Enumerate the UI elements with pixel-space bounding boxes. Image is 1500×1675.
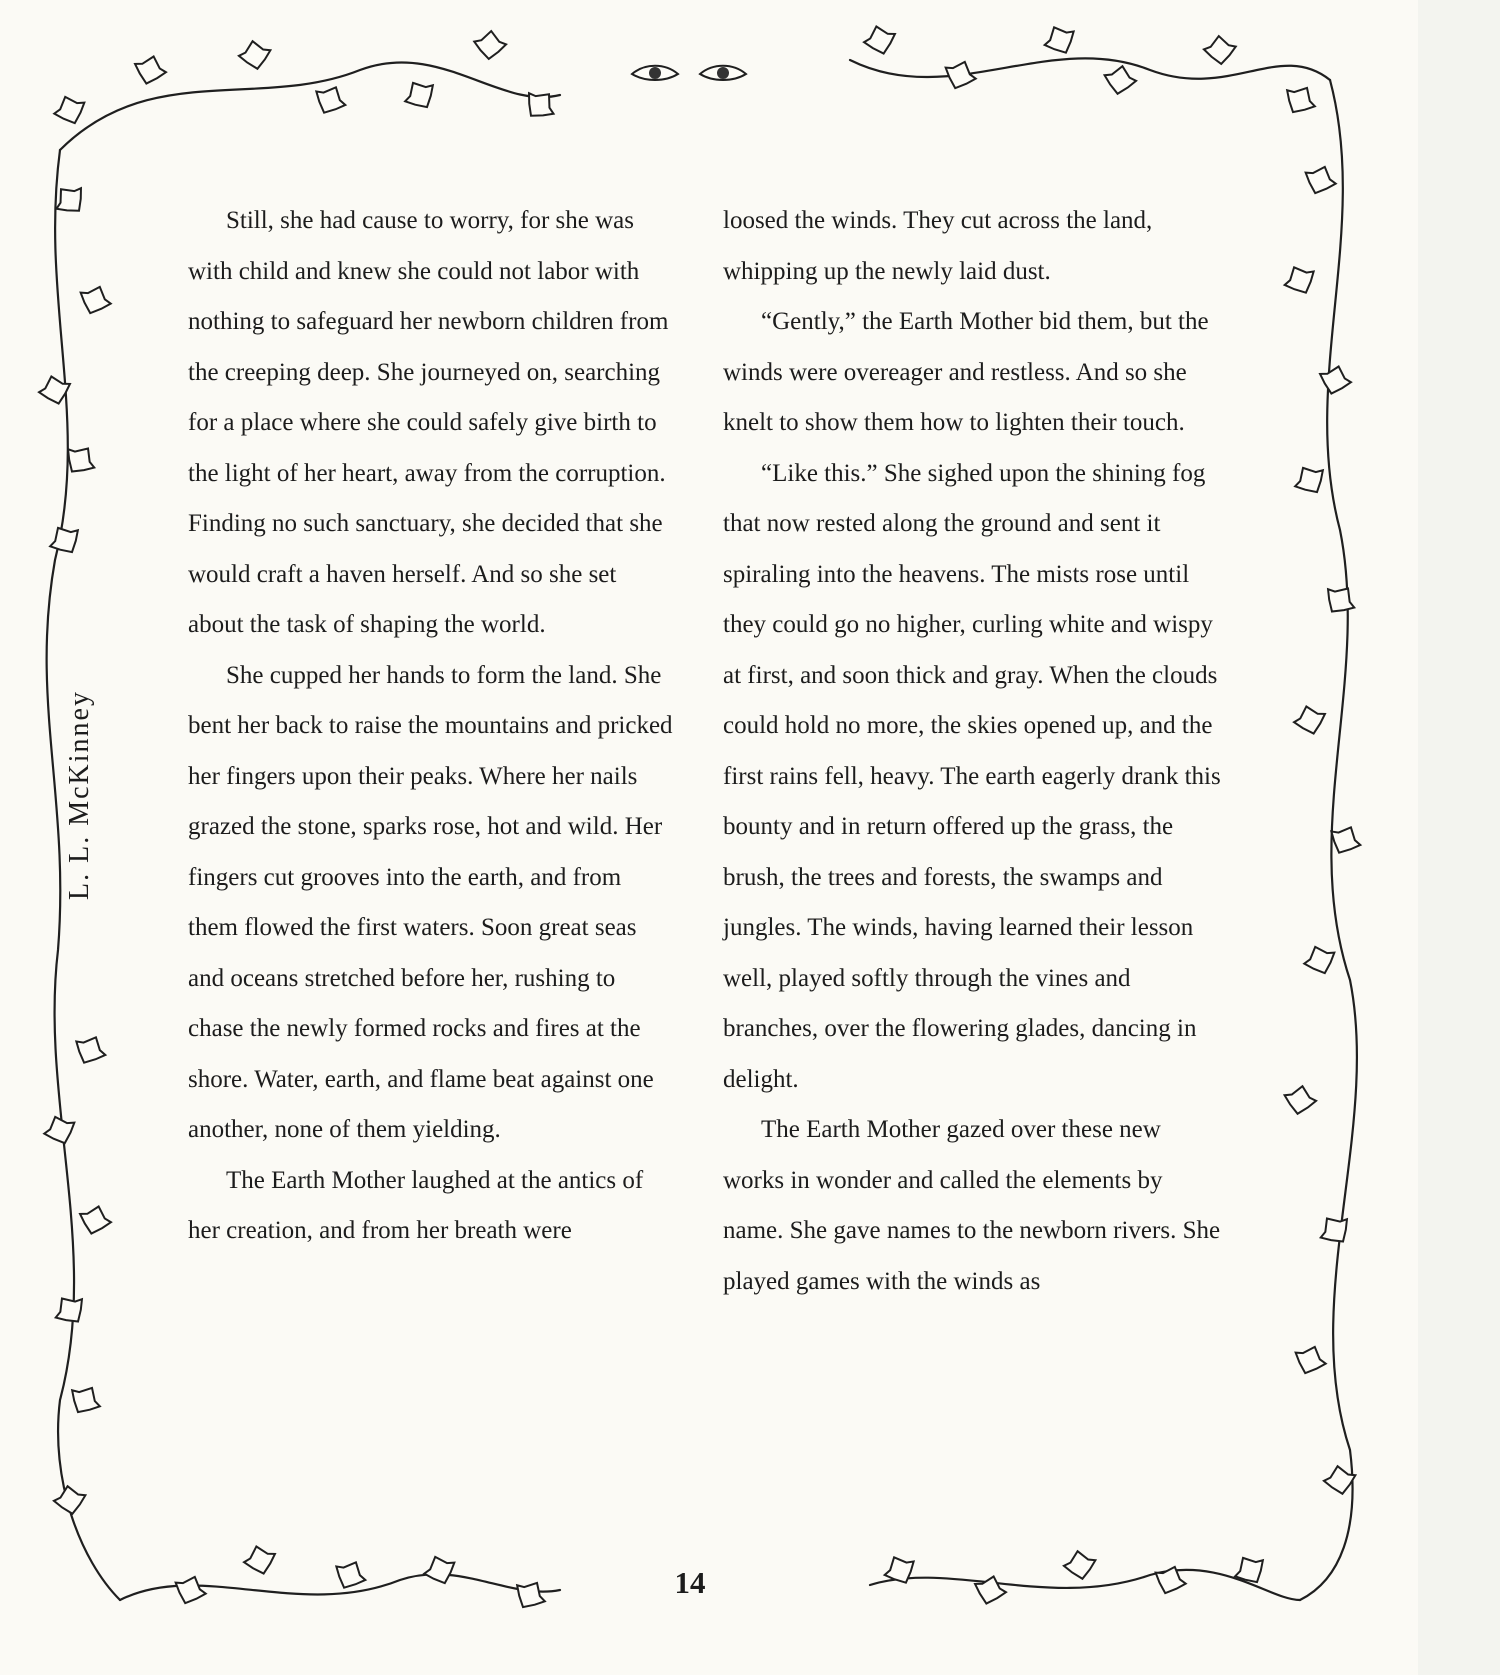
running-header-author: L. L. McKinney bbox=[64, 690, 95, 900]
ivy-leaf-icon bbox=[330, 1556, 371, 1595]
paragraph: “Like this.” She sighed upon the shining fog that now rested along the ground and sent it spiraling into the heavens. The mists rose until they could go no higher, curling white and wispy at first, and soon thick and gray. When the clouds could hold no more, the skies opened up, and the first rains fell, heavy. The earth eagerly drank this bounty and in return offered up the grass, the brush, the trees and forests, the swamps and jungles. The winds, having learned their lesson well, played softly through the vines and branches, over the flowering glades, dancing in delight. bbox=[723, 459, 1221, 1093]
ivy-leaf-icon bbox=[1280, 261, 1321, 300]
ivy-leaf-icon bbox=[1203, 35, 1237, 66]
ivy-leaf-icon bbox=[861, 22, 899, 57]
ivy-leaf-icon bbox=[509, 1575, 551, 1615]
ivy-leaf-icon bbox=[40, 1111, 80, 1148]
ivy-leaf-icon bbox=[131, 52, 169, 87]
ivy-leaf-icon bbox=[36, 372, 74, 407]
ivy-leaf-icon bbox=[170, 1571, 210, 1608]
ivy-leaf-icon bbox=[1040, 21, 1081, 60]
paragraph: loosed the winds. They cut across the land, whipping up the newly laid dust. bbox=[723, 207, 1153, 285]
ivy-leaf-icon bbox=[880, 1551, 921, 1590]
ivy-leaf-icon bbox=[1300, 941, 1340, 978]
ivy-leaf-icon bbox=[1291, 702, 1329, 737]
ivy-leaf-icon bbox=[1290, 1341, 1330, 1378]
ivy-leaf-icon bbox=[52, 1483, 88, 1516]
ivy-leaf-icon bbox=[473, 30, 507, 61]
ivy-leaf-icon bbox=[519, 84, 562, 126]
page-number: 14 bbox=[674, 1565, 706, 1600]
paragraph: She cupped her hands to form the land. She bent her back to raise the mountains and pricked her fingers upon their peaks. Where her nails grazed the stone, sparks rose, hot and wild. Her fingers cut grooves into the earth, and from them flowed the first waters. Soon great seas and oceans stretched before her, rushing to chase the newly formed rocks and fires at the shore. Water, earth, and flame beat against one another, none of them yielding. bbox=[188, 661, 673, 1143]
ivy-leaf-icon bbox=[49, 1289, 91, 1330]
ivy-leaf-icon bbox=[1150, 1561, 1190, 1598]
text-column-left bbox=[188, 196, 676, 1257]
vine-stem bbox=[850, 58, 1330, 80]
paragraph: The Earth Mother gazed over these new works in wonder and called the elements by name. She gave names to the newborn rivers. She played games with the winds as bbox=[723, 1116, 1221, 1295]
ivy-leaf-icon bbox=[1319, 579, 1361, 620]
ivy-leaf-icon bbox=[1289, 460, 1331, 500]
ivy-leaf-icon bbox=[1314, 1209, 1356, 1250]
ivy-leaf-icon bbox=[1102, 63, 1138, 96]
text-column-right bbox=[723, 196, 1221, 1307]
paragraph: “Gently,” the Earth Mother bid them, but the winds were overeager and restless. And so she knelt to show them how to lighten their touch. bbox=[723, 308, 1209, 436]
ivy-leaf-icon bbox=[940, 56, 980, 93]
ivy-leaf-icon bbox=[75, 281, 115, 318]
ivy-leaf-icon bbox=[971, 1572, 1009, 1607]
ivy-leaf-icon bbox=[44, 520, 86, 560]
ivy-leaf-icon bbox=[59, 439, 101, 480]
vine-stem bbox=[60, 62, 560, 150]
paragraph: The Earth Mother laughed at the antics of her creation, and from her breath were bbox=[188, 1166, 644, 1244]
eyes-icon bbox=[632, 66, 746, 80]
ivy-leaf-icon bbox=[1300, 161, 1340, 198]
ivy-leaf-icon bbox=[76, 1202, 114, 1237]
ivy-leaf-icon bbox=[420, 1551, 460, 1588]
ivy-leaf-icon bbox=[1279, 80, 1321, 120]
ivy-leaf-icon bbox=[50, 91, 90, 128]
ivy-leaf-icon bbox=[64, 1380, 106, 1420]
ivy-leaf-icon bbox=[70, 1031, 111, 1070]
ivy-leaf-icon bbox=[399, 75, 441, 115]
ivy-leaf-icon bbox=[1316, 362, 1354, 397]
ivy-leaf-icon bbox=[241, 1542, 279, 1577]
ivy-leaf-icon bbox=[1282, 1083, 1318, 1116]
ivy-leaf-icon bbox=[1062, 1548, 1098, 1581]
ivy-leaf-icon bbox=[310, 81, 351, 120]
paragraph: Still, she had cause to worry, for she was with child and knew she could not labor with nothing to safeguard her newborn children from the creeping deep. She journeyed on, searching for a place where she could safely give birth to the light of her heart, away from the corruption. Finding no such sanctuary, she decided that she would craft a haven herself. And so she set about the task of shaping the world. bbox=[188, 207, 669, 638]
ivy-leaf-icon bbox=[237, 38, 273, 71]
